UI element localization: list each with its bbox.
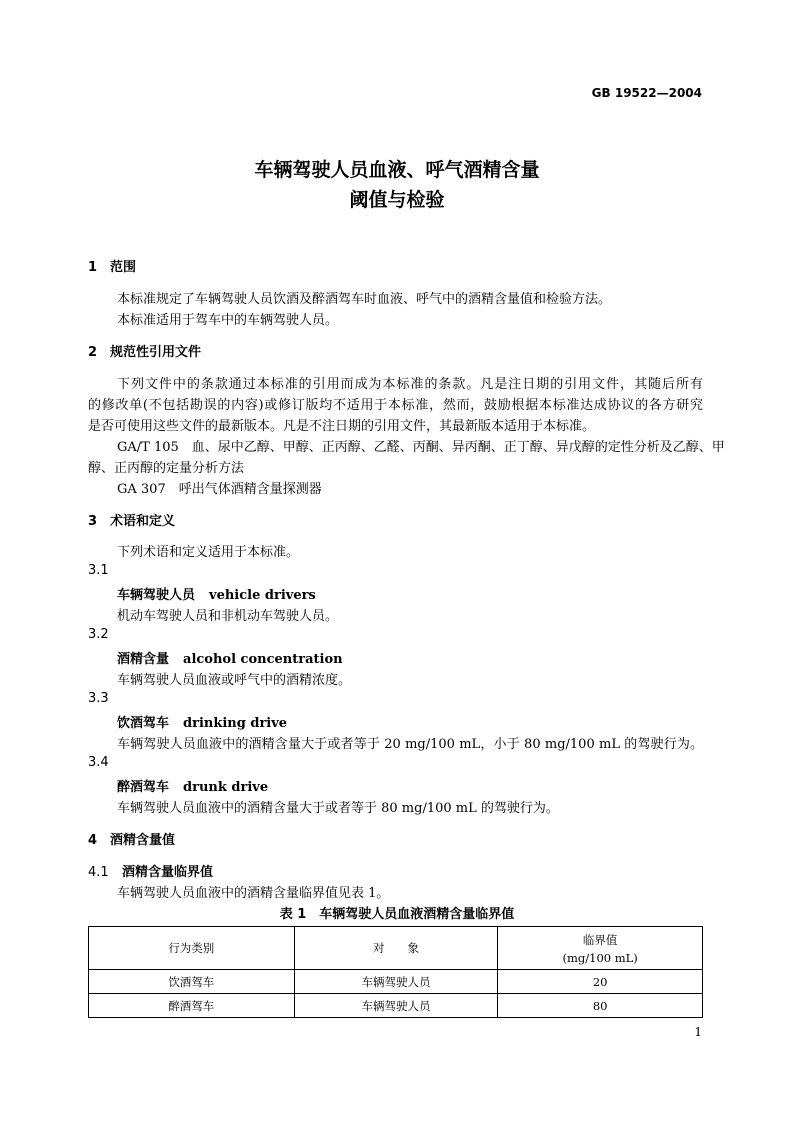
reference-entry: GA/T 105 血、尿中乙醇、甲醇、正丙醇、乙醛、丙酮、异丙酮、正丁醇、异戊醇的定性分析及乙醇、甲 (117, 440, 725, 455)
header-subject: 对 象 (294, 927, 498, 970)
table-cell: 饮酒驾车 (89, 970, 295, 994)
paragraph: 本标准适用于驾车中的车辆驾驶人员。 (117, 313, 339, 328)
term-definition: 车辆驾驶人员血液中的酒精含量大于或者等于 80 mg/100 mL 的驾驶行为。 (117, 801, 559, 816)
term-definition: 车辆驾驶人员血液或呼气中的酒精浓度。 (117, 673, 352, 688)
section-2-heading (88, 341, 201, 360)
section-title: 范围 (110, 260, 137, 275)
term-number: 3.3 (88, 691, 109, 706)
table-cell: 20 (498, 970, 703, 994)
table-cell: 80 (498, 994, 703, 1018)
term-definition: 机动车驾驶人员和非机动车驾驶人员。 (117, 609, 339, 624)
term-number: 3.2 (88, 627, 109, 642)
subsection-title: 酒精含量临界值 (122, 865, 214, 880)
table-cell: 车辆驾驶人员 (294, 994, 498, 1018)
term-number: 3.1 (88, 563, 109, 578)
header-threshold-unit: (mg/100 mL) (562, 950, 638, 965)
term-en: vehicle drivers (209, 588, 316, 603)
paragraph: 下列术语和定义适用于本标准。 (117, 545, 300, 560)
document-title-line1: 车辆驾驶人员血液、呼气酒精含量 (254, 159, 540, 181)
header-threshold (498, 927, 703, 970)
document-title-line2: 阈值与检验 (349, 189, 445, 211)
paragraph: 车辆驾驶人员血液中的酒精含量临界值见表 1。 (117, 886, 390, 901)
section-number: 4 (88, 833, 98, 848)
table-header-row (89, 927, 703, 970)
standard-number: GB 19522—2004 (591, 86, 702, 100)
section-number: 1 (88, 260, 98, 275)
reference-entry: GA 307 呼出气体酒精含量探测器 (117, 482, 322, 497)
subsection-4-1-heading (88, 861, 213, 880)
paragraph: 本标准规定了车辆驾驶人员饮酒及醉酒驾车时血液、呼气中的酒精含量值和检验方法。 (117, 292, 612, 307)
term-zh: 酒精含量 (117, 652, 170, 667)
term-zh: 醉酒驾车 (117, 780, 170, 795)
term-zh: 车辆驾驶人员 (117, 588, 196, 603)
section-title: 术语和定义 (110, 514, 176, 529)
paragraph-line: 是否可使用这些文件的最新版本。凡是不注日期的引用文件，其最新版本适用于本标准。 (88, 419, 596, 434)
table-cell: 醉酒驾车 (89, 994, 295, 1018)
section-number: 2 (88, 345, 98, 360)
term-heading (117, 712, 287, 731)
paragraph-line: 的修改单(不包括勘误的内容)或修订版均不适用于本标准，然而，鼓励根据本标准达成协议的各方研究 (88, 398, 703, 413)
threshold-table (88, 926, 703, 1018)
page-number: 1 (694, 1025, 702, 1039)
section-4-heading (88, 829, 175, 848)
term-en: drinking drive (183, 716, 288, 731)
header-threshold-label: 临界值 (582, 932, 618, 947)
section-title: 规范性引用文件 (110, 345, 202, 360)
term-en: alcohol concentration (183, 652, 343, 667)
section-title: 酒精含量值 (110, 833, 176, 848)
term-en: drunk drive (183, 780, 269, 795)
term-heading (117, 648, 343, 667)
subsection-number: 4.1 (88, 865, 109, 880)
section-1-heading (88, 256, 136, 275)
table-cell: 车辆驾驶人员 (294, 970, 498, 994)
term-zh: 饮酒驾车 (117, 716, 170, 731)
term-heading (117, 584, 316, 603)
term-definition: 车辆驾驶人员血液中的酒精含量大于或者等于 20 mg/100 mL，小于 80 mg/100 mL 的驾驶行为。 (117, 737, 703, 752)
table-caption: 表 1 车辆驾驶人员血液酒精含量临界值 (279, 907, 515, 922)
table-row (89, 994, 703, 1018)
section-3-heading (88, 510, 175, 529)
reference-entry-cont: 醇、正丙醇的定量分析方法 (88, 461, 245, 476)
paragraph-line: 下列文件中的条款通过本标准的引用而成为本标准的条款。凡是注日期的引用文件，其随后所有 (117, 377, 703, 392)
table-row (89, 970, 703, 994)
section-number: 3 (88, 514, 98, 529)
term-number: 3.4 (88, 755, 109, 770)
header-behavior-category: 行为类别 (89, 927, 295, 970)
term-heading (117, 776, 268, 795)
